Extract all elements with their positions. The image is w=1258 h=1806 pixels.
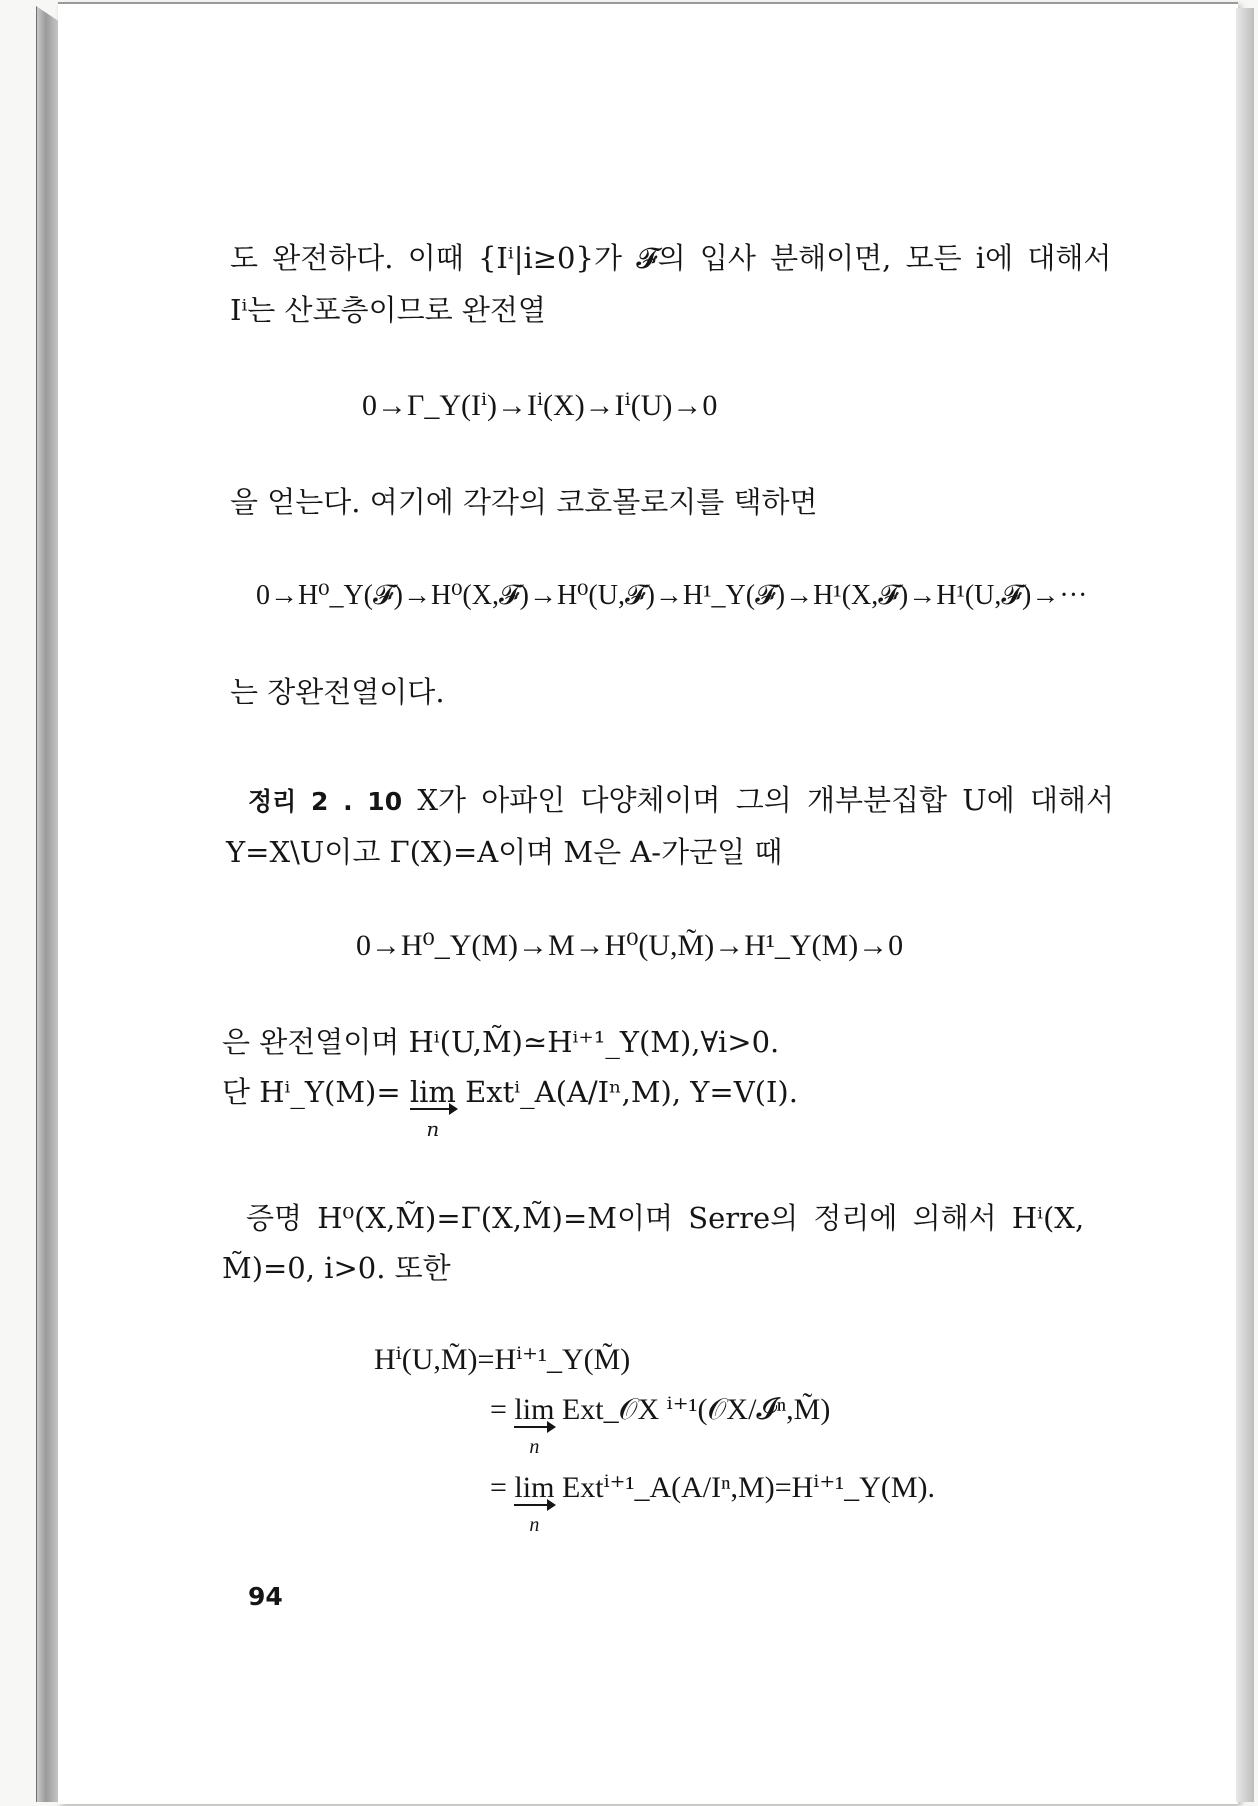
proof-line-1 <box>246 1200 1084 1236</box>
direct-limit-row-3 <box>514 1470 554 1536</box>
proof-label: 증명 <box>246 1201 303 1235</box>
lim-subscript-row-2: n <box>529 1436 540 1458</box>
derivation-row-2-ext: Ext_𝒪X ⁱ⁺¹(𝒪X/𝓘ⁿ,M̃) <box>561 1393 831 1426</box>
lim-arrow-icon <box>514 1426 554 1432</box>
proof-line-2: M̃)=0, i>0. 또한 <box>222 1251 451 1285</box>
paragraph-3: 는 장완전열이다. <box>230 675 445 709</box>
local-cohomology-definition-prefix: 단 Hⁱ_Y(M)= <box>222 1075 401 1109</box>
equation-long-exact-sequence: 0→H⁰_Y(𝓕)→H⁰(X,𝓕)→H⁰(U,𝓕)→H¹_Y(𝓕)→H¹(X,𝓕)→H¹(U,𝓕)→··· <box>256 580 1088 611</box>
lim-arrow-icon <box>410 1108 456 1114</box>
theorem-conclusion-line-2 <box>222 1074 798 1140</box>
derivation-row-3-equals: = <box>490 1471 507 1504</box>
theorem-line-1 <box>248 782 1114 820</box>
paragraph-1-line-1: 도 완전하다. 이때 {Iⁱ|i≥0}가 𝓕의 입사 분해이면, 모든 i에 대해서 <box>230 241 1112 275</box>
theorem-label: 정리 2 . 10 <box>248 787 403 816</box>
direct-limit-row-2 <box>514 1392 554 1458</box>
local-cohomology-definition-suffix: Extⁱ_A(A/Iⁿ,M), Y=V(I). <box>465 1075 798 1109</box>
lim-word: lim <box>409 1075 456 1109</box>
lim-word-row-3: lim <box>514 1471 555 1504</box>
equation-local-cohomology-sequence: 0→H⁰_Y(M)→M→H⁰(U,M̃)→H¹_Y(M)→0 <box>356 929 904 962</box>
theorem-conclusion-line-1: 은 완전열이며 Hⁱ(U,M̃)≃Hⁱ⁺¹_Y(M),∀i>0. <box>222 1025 780 1059</box>
derivation-row-2-equals: = <box>490 1393 507 1426</box>
derivation-row-1: Hⁱ(U,M̃)=Hⁱ⁺¹_Y(M̃) <box>374 1343 631 1376</box>
direct-limit <box>410 1074 456 1140</box>
proof-statement-line-1: H⁰(X,M̃)=Γ(X,M̃)=M이며 Serre의 정리에 의해서 Hⁱ(X, <box>317 1201 1085 1235</box>
paragraph-1-line-2: Iⁱ는 산포층이므로 완전열 <box>230 293 546 327</box>
derivation-row-2 <box>490 1392 830 1458</box>
derivation-row-3 <box>490 1470 935 1536</box>
derivation-row-3-ext: Extⁱ⁺¹_A(A/Iⁿ,M)=Hⁱ⁺¹_Y(M). <box>561 1471 935 1504</box>
page-right-edge <box>1236 8 1254 1802</box>
theorem-line-2: Y=X\U이고 Γ(X)=A이며 M은 A-가군일 때 <box>226 835 783 869</box>
lim-word-row-2: lim <box>514 1393 555 1426</box>
equation-exact-sequence-gamma: 0→Γ_Y(Iⁱ)→Iⁱ(X)→Iⁱ(U)→0 <box>362 389 718 422</box>
lim-subscript-row-3: n <box>529 1514 540 1536</box>
theorem-statement-line-1: X가 아파인 다양체이며 그의 개부분집합 U에 대해서 <box>417 783 1114 817</box>
page-number: 94 <box>248 1582 283 1611</box>
lim-subscript: n <box>426 1117 440 1141</box>
paragraph-2: 을 얻는다. 여기에 각각의 코호몰로지를 택하면 <box>230 485 818 519</box>
lim-arrow-icon <box>514 1504 554 1510</box>
